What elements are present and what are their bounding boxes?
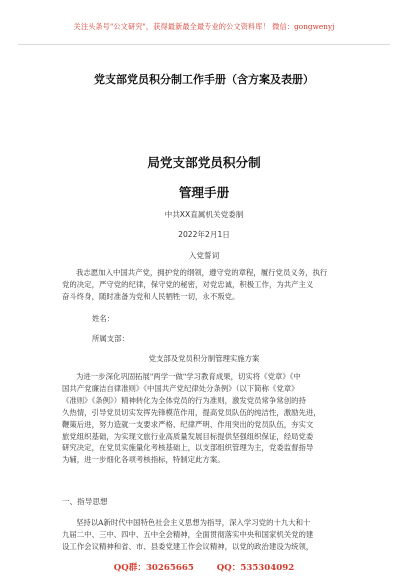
oath-line: 我志愿加入中国共产党，拥护党的纲领，遵守党的章程，履行党员义务，执行 xyxy=(76,268,328,277)
guiding-paragraph xyxy=(62,517,348,553)
header-divider xyxy=(18,44,390,45)
plan-title: 党支部及党员积分制管理实施方案 xyxy=(148,354,260,363)
intro-line: 旅党组织基础，为实现文旅行业高质量发展目标提供坚强组织保证，经局党委 xyxy=(62,431,314,441)
guide-line: 九届二中、三中、四中、五中全会精神，全面贯彻落实中央和国家机关党的建 xyxy=(62,529,314,539)
guide-line: 设工作会议精神和省、市、县委党建工作会议精神，以党的政治建设为统领， xyxy=(62,541,314,551)
document-title: 党支部党员积分制工作手册（含方案及表册） xyxy=(94,73,314,86)
guide-line: 坚持以A新时代中国特色社会主义思想为指导，深入学习党的十九大和十 xyxy=(76,518,311,527)
qq-number: QQ：535304092 xyxy=(216,563,295,573)
main-title-line-1: 局党支部党员积分制 xyxy=(147,155,261,170)
main-title-line-2: 管理手册 xyxy=(178,185,230,200)
oath-paragraph xyxy=(62,267,348,303)
section-heading-guiding-ideology: 一、指导思想 xyxy=(62,497,108,506)
intro-line: 研究决定，在党员实施量化考核基础上，以支部组织管理为主，党委监督指导 xyxy=(62,443,314,453)
intro-line: 久热情，引导党员切实发挥先锋模范作用，提高党员队伍的纯洁性，激励先进， xyxy=(62,407,321,417)
oath-line: 党的决定，严守党的纪律，保守党的秘密，对党忠诚，积极工作，为共产主义 xyxy=(62,279,314,289)
name-field-label: 姓名： xyxy=(92,314,115,323)
oath-heading: 入党誓词 xyxy=(188,251,220,260)
contact-footer xyxy=(0,561,408,573)
intro-line: 为辅，进一步细化各项考核指标，特制定此方案。 xyxy=(62,455,225,465)
intro-paragraph xyxy=(62,371,348,466)
qq-group-number: QQ群：30265665 xyxy=(113,563,194,573)
issue-date: 2022年2月1日 xyxy=(178,230,230,239)
issuer: 中共XX直属机关党委制 xyxy=(164,210,244,219)
intro-line: 国共产党廉洁自律准则》《中国共产党纪律处分条例》（以下简称《党章》 xyxy=(62,383,299,393)
oath-line: 奋斗终身，随时准备为党和人民牺牲一切，永不叛党。 xyxy=(62,291,240,301)
intro-line: 为进一步深化巩固拓展"两学一做"学习教育成果，切实将《党章》《中 xyxy=(76,372,301,381)
intro-line: 《准则》《条例》）精神转化为全体党员的行为准则，激发党员常争常创的持 xyxy=(62,395,306,405)
intro-line: 鞭策后进，努力造就一支要求严格、纪律严明、作用突出的党员队伍，夯实文 xyxy=(62,419,314,429)
branch-field-label: 所属支部： xyxy=(92,334,129,343)
promo-banner: 关注头条号"公文研究"，获得最新最全最专业的公文资料库！ 微信：gongwenyj xyxy=(73,22,335,31)
